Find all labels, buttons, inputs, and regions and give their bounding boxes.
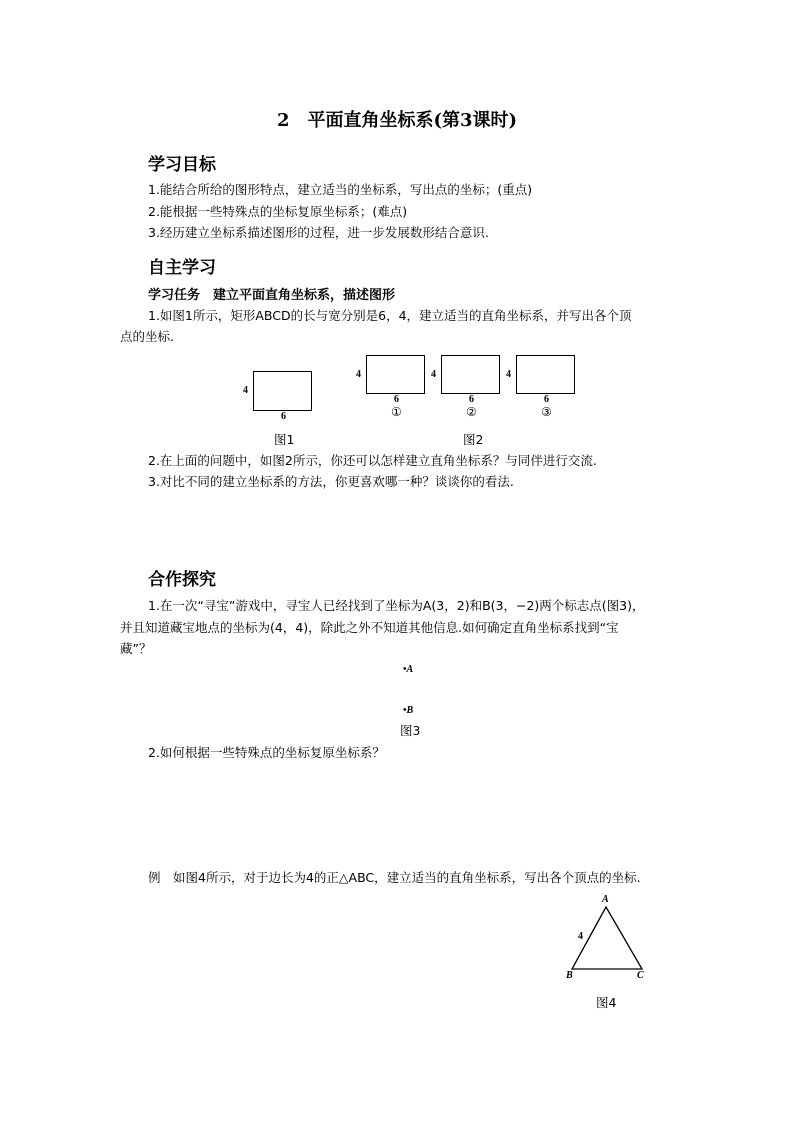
- figure-1-length-label: 6: [281, 411, 286, 422]
- question-1-line-1: 1.如图1所示，矩形ABCD的长与宽分别是6，4，建立适当的直角坐标系，并写出各个顶: [148, 308, 632, 323]
- figure-2-label-3: ③: [541, 405, 552, 419]
- coop-question-2: 2.如何根据一些特殊点的坐标复原坐标系？: [148, 745, 385, 760]
- figure-4-caption: 图4: [596, 995, 617, 1010]
- figure-2-rectangle-1-width: 4: [356, 369, 361, 380]
- figure-2-rectangle-3-width: 4: [506, 369, 511, 380]
- figure-1-width-label: 4: [243, 385, 248, 396]
- figure-2-rectangle-2-length: 6: [469, 394, 474, 405]
- goal-item-3: 3.经历建立坐标系描述图形的过程，进一步发展数形结合意识.: [148, 225, 489, 240]
- example-text: 例 如图4所示，对于边长为4的正△ABC，建立适当的直角坐标系，写出各个顶点的坐标.: [148, 870, 641, 885]
- figure-2-caption: 图2: [463, 432, 484, 447]
- triangle-side-label: 4: [578, 931, 583, 942]
- figure-1-caption: 图1: [274, 432, 295, 447]
- triangle-vertex-c: C: [637, 970, 644, 981]
- figure-3-point-b: •B: [403, 705, 414, 716]
- figure-1-rectangle: [253, 371, 312, 411]
- figure-2-rectangle-2: [441, 355, 500, 394]
- figure-3-point-a: •A: [403, 664, 414, 675]
- triangle-vertex-b: B: [566, 970, 573, 981]
- self-study-heading: 自主学习: [148, 258, 216, 278]
- question-2: 2.在上面的问题中，如图2所示，你还可以怎样建立直角坐标系？与同伴进行交流.: [148, 453, 597, 468]
- goals-heading: 学习目标: [148, 155, 216, 175]
- figure-2-rectangle-1-length: 6: [394, 394, 399, 405]
- figure-2-rectangle-3: [516, 355, 575, 394]
- coop-question-1-line-3: 藏”？: [120, 641, 152, 656]
- figure-2-label-2: ②: [466, 405, 477, 419]
- coop-question-1-line-1: 1.在一次“寻宝”游戏中，寻宝人已经找到了坐标为A(3，2)和B(3，−2)两个标志点(图3)，: [148, 598, 645, 613]
- figure-4-triangle: [560, 895, 660, 985]
- coop-question-1-line-2: 并且知道藏宝地点的坐标为(4，4)，除此之外不知道其他信息.如何确定直角坐标系找到“宝: [120, 620, 619, 635]
- question-1-line-2: 点的坐标.: [120, 329, 174, 344]
- triangle-vertex-a: A: [602, 894, 609, 905]
- figure-3-caption: 图3: [400, 723, 421, 738]
- figure-2-rectangle-1: [366, 355, 425, 394]
- page-title: 2 平面直角坐标系(第3课时): [276, 110, 518, 131]
- coop-heading: 合作探究: [148, 570, 216, 590]
- goal-item-1: 1.能结合所给的图形特点，建立适当的坐标系，写出点的坐标；(重点): [148, 182, 533, 197]
- figure-2-label-1: ①: [391, 405, 402, 419]
- goal-item-2: 2.能根据一些特殊点的坐标复原坐标系；(难点): [148, 204, 408, 219]
- question-3: 3.对比不同的建立坐标系的方法，你更喜欢哪一种？谈谈你的看法.: [148, 474, 514, 489]
- figure-2-rectangle-3-length: 6: [544, 394, 549, 405]
- task-heading: 学习任务 建立平面直角坐标系，描述图形: [148, 288, 396, 303]
- figure-2-rectangle-2-width: 4: [431, 369, 436, 380]
